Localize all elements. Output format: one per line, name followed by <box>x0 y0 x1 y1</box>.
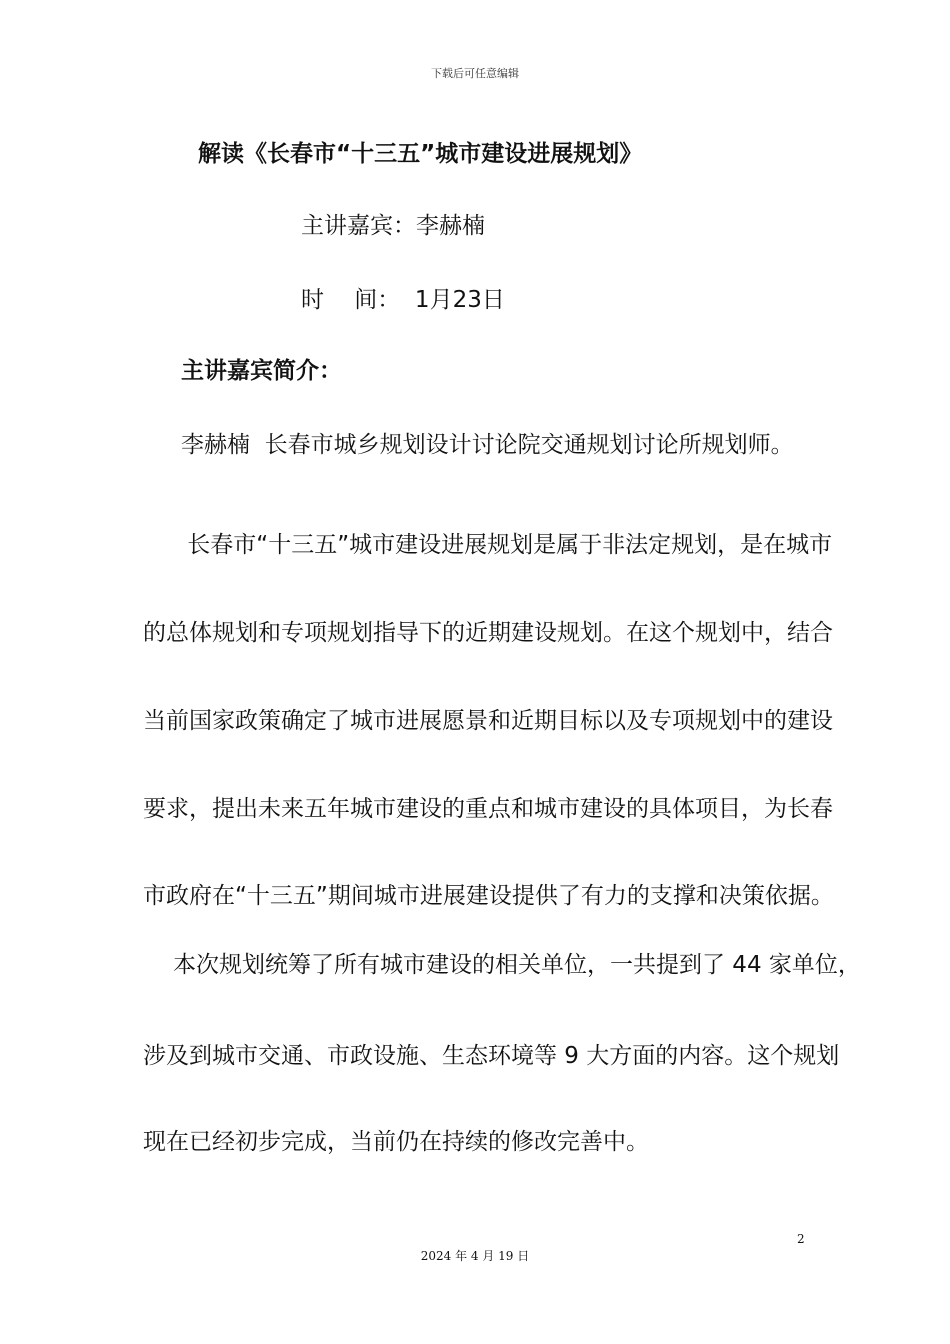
speaker-intro-heading: 主讲嘉宾简介： <box>181 358 342 384</box>
paragraph-1-line-3: 当前国家政策确定了城市进展愿景和近期目标以及专项规划中的建设 <box>143 708 833 734</box>
footer-date: 2024 年 4 月 19 日 <box>420 1249 530 1263</box>
document-title: 解读《长春市“十三五”城市建设进展规划》 <box>198 141 643 167</box>
header-note: 下载后可任意编辑 <box>431 67 519 80</box>
paragraph-2-line-3: 现在已经初步完成，当前仍在持续的修改完善中。 <box>143 1129 649 1155</box>
page-number: 2 <box>797 1232 805 1246</box>
paragraph-1-line-5: 市政府在“十三五”期间城市进展建设提供了有力的支撑和决策依据。 <box>143 883 834 909</box>
paragraph-1-line-2: 的总体规划和专项规划指导下的近期建设规划。在这个规划中，结合 <box>143 620 833 646</box>
speaker-intro-text: 李赫楠 长春市城乡规划设计讨论院交通规划讨论所规划师。 <box>181 432 794 458</box>
paragraph-1-line-1: 长春市“十三五”城市建设进展规划是属于非法定规划，是在城市 <box>180 532 833 558</box>
paragraph-2-line-2: 涉及到城市交通、市政设施、生态环境等 9 大方面的内容。这个规划 <box>143 1043 840 1069</box>
paragraph-1-line-4: 要求，提出未来五年城市建设的重点和城市建设的具体项目，为长春 <box>143 796 833 822</box>
speaker-line: 主讲嘉宾：李赫楠 <box>301 213 485 239</box>
time-line: 时 间： 1月23日 <box>301 287 505 313</box>
paragraph-2-line-1: 本次规划统筹了所有城市建设的相关单位，一共提到了 44 家单位， <box>173 952 861 978</box>
